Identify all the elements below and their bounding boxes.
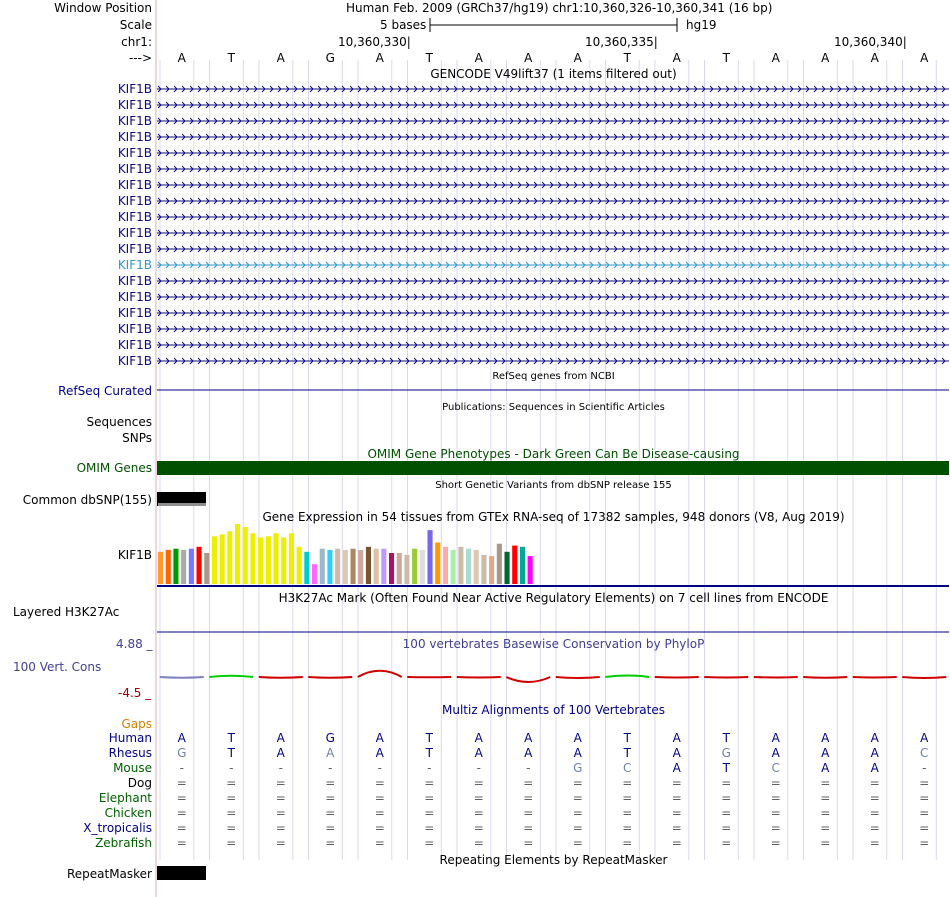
conservation-label[interactable]: 100 Vert. Cons [13, 660, 102, 674]
species-label[interactable]: Elephant [98, 791, 152, 805]
gtex-bars [158, 524, 533, 584]
dna-base: A [573, 51, 582, 65]
gtex-bar [212, 536, 217, 584]
gtex-bar [420, 550, 425, 584]
alignment-base: C [920, 746, 929, 760]
alignment-base: = [919, 806, 930, 820]
alignment-base: - [476, 761, 481, 775]
ruler-number: 10,360,330| [338, 35, 411, 49]
repeatmasker-label[interactable]: RepeatMasker [66, 867, 152, 881]
alignment-base: = [572, 821, 583, 835]
alignment-base: A [771, 731, 780, 745]
alignment-base: = [919, 791, 930, 805]
alignment-base: = [622, 806, 633, 820]
alignment-base: = [226, 836, 237, 850]
gtex-bar [397, 553, 402, 584]
alignment-base: = [770, 791, 781, 805]
alignment-base: - [377, 761, 382, 775]
alignment-base: T [722, 731, 730, 745]
gtex-bar [312, 564, 317, 584]
alignment-base: A [276, 746, 285, 760]
species-label[interactable]: Zebrafish [95, 836, 152, 850]
alignment-base: = [721, 836, 732, 850]
gencode-gene-label[interactable]: KIF1B [117, 306, 152, 320]
gtex-bar [197, 547, 202, 584]
gtex-bar [435, 543, 440, 585]
gencode-gene-label[interactable]: KIF1B [117, 210, 152, 224]
chrom-label: chr1: [121, 35, 152, 49]
alignment-base: = [275, 791, 286, 805]
gtex-bar [235, 524, 240, 584]
gtex-bar [327, 550, 332, 584]
alignment-base: A [474, 746, 483, 760]
alignment-base: = [424, 776, 435, 790]
scale-bar [430, 18, 677, 32]
gtex-bar [489, 556, 494, 584]
species-label[interactable]: Dog [127, 776, 152, 790]
alignment-base: = [869, 806, 880, 820]
gencode-gene-label[interactable]: KIF1B [117, 338, 152, 352]
gtex-bar [404, 555, 409, 584]
conservation-min: -4.5 _ [118, 686, 152, 700]
species-label[interactable]: Mouse [113, 761, 152, 775]
gtex-bar [227, 531, 232, 584]
alignment-base: = [374, 776, 385, 790]
alignment-base: A [821, 761, 830, 775]
gtex-bar [481, 555, 486, 584]
alignment-base: = [523, 791, 534, 805]
alignment-base: = [622, 791, 633, 805]
phylop-curve [506, 677, 550, 682]
alignment-base: - [922, 761, 927, 775]
phylop-curves [160, 671, 947, 682]
alignment-base: = [869, 836, 880, 850]
gtex-bar [466, 549, 471, 584]
alignment-base: = [523, 836, 534, 850]
refseq-title: RefSeq genes from NCBI [492, 371, 615, 382]
scale-bases: 5 bases [380, 18, 427, 32]
alignment-base: T [722, 761, 730, 775]
gtex-bar [166, 550, 171, 584]
alignment-base: T [425, 746, 433, 760]
alignment-base: = [473, 776, 484, 790]
phylop-curve [754, 677, 798, 678]
gtex-bar [204, 553, 209, 584]
gtex-bar [381, 549, 386, 584]
alignment-base: T [425, 731, 433, 745]
gtex-bar [451, 550, 456, 584]
alignment-base: A [573, 746, 582, 760]
alignment-base: A [821, 746, 830, 760]
repeatmasker-title: Repeating Elements by RepeatMasker [439, 853, 668, 867]
phylop-curve [803, 677, 847, 678]
dna-base: T [425, 51, 433, 65]
species-label[interactable]: Rhesus [108, 746, 152, 760]
gtex-bar [520, 547, 525, 584]
alignment-base: A [870, 746, 879, 760]
alignment-base: = [622, 776, 633, 790]
gencode-gene-label[interactable]: KIF1B [117, 258, 152, 272]
gtex-bar [366, 547, 371, 584]
alignment-base: A [524, 731, 533, 745]
alignment-base: G [573, 761, 583, 775]
alignment-base: T [227, 731, 235, 745]
gencode-gene-label[interactable]: KIF1B [117, 146, 152, 160]
refseq-label[interactable]: RefSeq Curated [58, 384, 152, 398]
gtex-bar [458, 547, 463, 584]
phylop-curve [259, 677, 303, 678]
gtex-bar [181, 550, 186, 584]
alignment-base: = [374, 821, 385, 835]
dna-base: A [821, 51, 830, 65]
alignment-base: = [473, 791, 484, 805]
alignment-base: = [671, 776, 682, 790]
alignment-base: = [671, 836, 682, 850]
alignment-base: T [227, 746, 235, 760]
gtex-bar [289, 533, 294, 584]
gtex-bar [497, 544, 502, 584]
species-label[interactable]: Human [108, 731, 152, 745]
alignment-base: = [176, 776, 187, 790]
alignment-base: = [176, 791, 187, 805]
gene-models [157, 86, 949, 364]
alignment-base: = [424, 821, 435, 835]
alignment-base: = [226, 821, 237, 835]
gtex-bar [297, 547, 302, 584]
multiz-title: Multiz Alignments of 100 Vertebrates [441, 703, 666, 717]
gencode-gene-label[interactable]: KIF1B [117, 130, 152, 144]
gtex-bar [358, 550, 363, 584]
gencode-title: GENCODE V49lift37 (1 items filtered out) [430, 67, 677, 81]
dbsnp-title: Short Genetic Variants from dbSNP release 155 [435, 480, 672, 491]
alignment-base: = [770, 776, 781, 790]
alignment-base: = [869, 821, 880, 835]
omim-label[interactable]: OMIM Genes [76, 461, 152, 475]
alignment-base: = [325, 836, 336, 850]
publications-title: Publications: Sequences in Scientific Articles [442, 402, 665, 413]
alignment-base: = [473, 821, 484, 835]
conservation-max: 4.88 _ [116, 637, 153, 651]
dna-base: A [177, 51, 186, 65]
dna-base: T [227, 51, 235, 65]
dna-base: A [920, 51, 929, 65]
alignment-base: - [229, 761, 234, 775]
alignment-base: = [572, 836, 583, 850]
scale-label: Scale [119, 18, 152, 32]
gtex-bar [173, 549, 178, 584]
alignment-base: A [375, 731, 384, 745]
phylop-curve [655, 677, 699, 678]
alignment-base: = [424, 791, 435, 805]
gtex-bar [220, 534, 225, 584]
alignment-base: = [869, 776, 880, 790]
alignment-base: = [820, 836, 831, 850]
alignment-base: = [275, 821, 286, 835]
species-label[interactable]: Chicken [104, 806, 152, 820]
alignment-base: = [275, 776, 286, 790]
phylop-curve [457, 677, 501, 678]
alignment-base: A [870, 761, 879, 775]
alignment-base: - [526, 761, 531, 775]
alignment-base: = [869, 791, 880, 805]
alignment-base: A [177, 731, 186, 745]
alignment-base: = [919, 776, 930, 790]
alignment-base: A [821, 731, 830, 745]
gtex-bar [343, 550, 348, 584]
gencode-gene-label[interactable]: KIF1B [117, 98, 152, 112]
alignment-base: = [176, 821, 187, 835]
phylop-curve [556, 677, 600, 678]
repeatmasker-bar [157, 866, 206, 880]
gtex-bar [274, 533, 279, 584]
gtex-bar [281, 538, 286, 585]
alignment-base: = [770, 821, 781, 835]
publications-label-line2[interactable]: SNPs [122, 431, 152, 445]
dna-base: A [375, 51, 384, 65]
alignment-base: A [573, 731, 582, 745]
gtex-bar [374, 549, 379, 584]
gtex-bar [512, 546, 517, 584]
gtex-title: Gene Expression in 54 tissues from GTEx RNA-seq of 17382 samples, 948 donors (V8, Aug 2019) [262, 510, 845, 524]
alignment-base: = [919, 836, 930, 850]
alignment-base: - [427, 761, 432, 775]
alignment-base: = [226, 791, 237, 805]
dna-base: T [623, 51, 631, 65]
gtex-bar [304, 552, 309, 584]
alignment-base: A [920, 731, 929, 745]
dna-base: A [524, 51, 533, 65]
gtex-bar [158, 552, 163, 584]
alignment-base: - [278, 761, 283, 775]
alignment-base: = [176, 806, 187, 820]
species-label[interactable]: X_tropicalis [83, 821, 152, 835]
gtex-bar [389, 553, 394, 584]
dna-base: T [722, 51, 730, 65]
alignment-base: A [326, 746, 335, 760]
omim-title: OMIM Gene Phenotypes - Dark Green Can Be Disease-causing [367, 447, 740, 461]
alignment-base: A [375, 746, 384, 760]
alignment-base: = [820, 821, 831, 835]
gencode-gene-label[interactable]: KIF1B [117, 290, 152, 304]
alignment-base: = [473, 806, 484, 820]
alignment-base: A [474, 731, 483, 745]
alignment-base: - [179, 761, 184, 775]
alignment-base: G [177, 746, 187, 760]
alignment-base: T [623, 731, 631, 745]
alignment-base: = [374, 791, 385, 805]
gencode-gene-label[interactable]: KIF1B [117, 274, 152, 288]
alignment-base: - [328, 761, 333, 775]
phylop-curve [209, 676, 253, 677]
alignment-base: = [176, 836, 187, 850]
alignment-base: = [226, 806, 237, 820]
alignment-base: = [325, 776, 336, 790]
gtex-gene-label[interactable]: KIF1B [117, 548, 152, 562]
gtex-bar [412, 549, 417, 584]
dna-base: A [474, 51, 483, 65]
ruler-number: 10,360,335| [585, 35, 658, 49]
gtex-bar [505, 552, 510, 584]
alignment-base: = [572, 806, 583, 820]
gencode-gene-label[interactable]: KIF1B [117, 114, 152, 128]
window-position-label: Window Position [54, 1, 152, 15]
gencode-gene-label[interactable]: KIF1B [117, 82, 152, 96]
gencode-gene-label[interactable]: KIF1B [117, 322, 152, 336]
alignment-base: = [820, 791, 831, 805]
alignment-base: = [523, 806, 534, 820]
gencode-gene-label[interactable]: KIF1B [117, 194, 152, 208]
alignment-base: C [623, 761, 632, 775]
gtex-bar [250, 533, 255, 584]
dna-base: A [771, 51, 780, 65]
gtex-bar [266, 536, 271, 584]
alignment-base: C [771, 761, 780, 775]
alignment-base: = [721, 776, 732, 790]
h3k27ac-label[interactable]: Layered H3K27Ac [13, 605, 120, 619]
gtex-bar [351, 549, 356, 584]
scale-assembly: hg19 [686, 18, 717, 32]
gencode-gene-label[interactable]: KIF1B [117, 354, 152, 368]
dna-base: A [870, 51, 879, 65]
alignment-base: = [424, 836, 435, 850]
alignment-base: A [672, 746, 681, 760]
alignment-base: T [623, 746, 631, 760]
alignment-base: A [276, 731, 285, 745]
alignment-base: = [671, 821, 682, 835]
conservation-title: 100 vertebrates Basewise Conservation by PhyloP [402, 637, 705, 651]
alignment-base: = [622, 821, 633, 835]
gtex-bar [528, 556, 533, 584]
phylop-curve [902, 677, 946, 678]
alignment-base: A [672, 761, 681, 775]
phylop-curve [160, 677, 204, 678]
alignment-base: = [572, 776, 583, 790]
dbsnp-bar-shadow [158, 503, 206, 506]
gtex-bar [443, 547, 448, 584]
alignment-base: = [473, 836, 484, 850]
alignment-base: = [374, 836, 385, 850]
alignment-base: A [771, 746, 780, 760]
alignment-base: = [374, 806, 385, 820]
alignment-base: = [572, 791, 583, 805]
alignment-base: = [622, 836, 633, 850]
alignment-base: = [721, 806, 732, 820]
phylop-curve [853, 677, 897, 678]
gtex-bar [258, 538, 263, 585]
dna-base: G [325, 51, 335, 65]
alignment-base: = [275, 836, 286, 850]
gencode-gene-label[interactable]: KIF1B [117, 178, 152, 192]
phylop-curve [308, 677, 352, 678]
dna-base: A [276, 51, 285, 65]
alignment-base: A [870, 731, 879, 745]
alignment-base: = [424, 806, 435, 820]
dna-base: A [672, 51, 681, 65]
gencode-gene-label[interactable]: KIF1B [117, 226, 152, 240]
alignment-base: = [671, 791, 682, 805]
gtex-bar [335, 549, 340, 584]
gtex-bar [189, 549, 194, 584]
phylop-curve [605, 676, 649, 678]
gencode-gene-label[interactable]: KIF1B [117, 242, 152, 256]
gencode-gene-label[interactable]: KIF1B [117, 162, 152, 176]
ruler-number: 10,360,340| [834, 35, 907, 49]
alignment-base: = [721, 821, 732, 835]
alignment-base: A [672, 731, 681, 745]
alignment-base: = [919, 821, 930, 835]
position-title: Human Feb. 2009 (GRCh37/hg19) chr1:10,360,326-10,360,341 (16 bp) [346, 1, 773, 15]
gaps-label: Gaps [121, 717, 152, 731]
gtex-bar [243, 527, 248, 584]
alignment-base: = [325, 791, 336, 805]
alignment-base: A [524, 746, 533, 760]
alignment-base: G [721, 746, 731, 760]
strand-arrow-label: ---> [128, 51, 152, 65]
publications-label-line1[interactable]: Sequences [86, 415, 152, 429]
alignment-base: = [770, 806, 781, 820]
alignment-base: = [325, 821, 336, 835]
alignment-base: = [275, 806, 286, 820]
gtex-bar [320, 549, 325, 584]
phylop-curve [358, 671, 402, 677]
alignment-base: = [226, 776, 237, 790]
alignment-base: = [325, 806, 336, 820]
phylop-curve [704, 677, 748, 678]
gtex-bar [474, 550, 479, 584]
alignment-base: = [770, 836, 781, 850]
h3k27ac-title: H3K27Ac Mark (Often Found Near Active Regulatory Elements) on 7 cell lines from ENCODE [278, 591, 829, 605]
alignment-base: G [325, 731, 335, 745]
alignment-base: = [523, 821, 534, 835]
gtex-bar [428, 530, 433, 584]
dbsnp-label[interactable]: Common dbSNP(155) [22, 493, 152, 507]
alignment-base: = [820, 776, 831, 790]
omim-bar [157, 461, 949, 475]
alignment-base: = [523, 776, 534, 790]
alignment-base: = [671, 806, 682, 820]
alignment-base: = [721, 791, 732, 805]
alignment-base: = [820, 806, 831, 820]
